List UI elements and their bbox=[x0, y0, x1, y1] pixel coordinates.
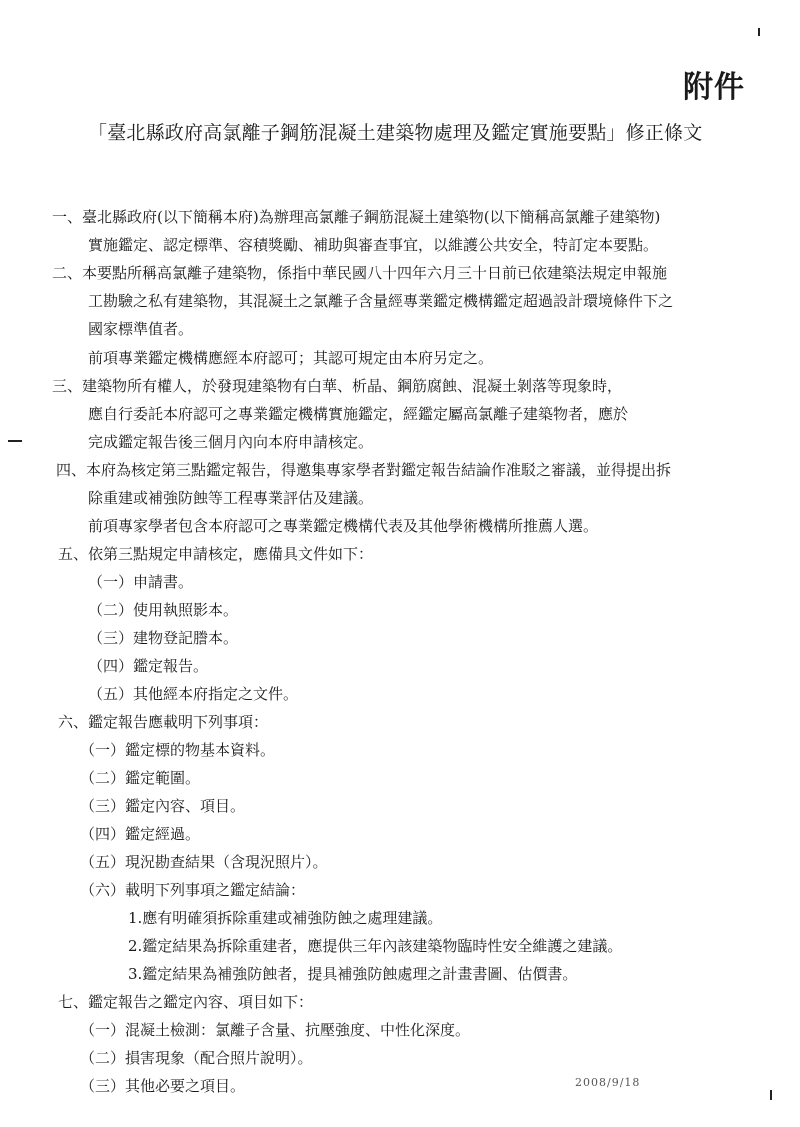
article-3-line-3: 完成鑑定報告後三個月內向本府申請核定。 bbox=[88, 433, 374, 451]
attachment-label: 附件 bbox=[683, 70, 745, 105]
article-2-line-2: 工勘驗之私有建築物，其混凝土之氯離子含量經專業鑑定機構鑑定超過設計環境條件下之 bbox=[88, 292, 674, 310]
article-4-line-2: 除重建或補強防蝕等工程專業評估及建議。 bbox=[88, 489, 374, 507]
article-5-heading: 五、依第三點規定申請核定，應備具文件如下： bbox=[58, 545, 374, 563]
document-title: 「臺北縣政府高氯離子鋼筋混凝土建築物處理及鑑定實施要點」修正條文 bbox=[88, 122, 703, 144]
footer-stamp: 2008/9/18 bbox=[575, 1076, 641, 1089]
article-5-item-4: （四）鑑定報告。 bbox=[88, 657, 209, 675]
article-5-item-3: （三）建物登記謄本。 bbox=[88, 629, 239, 647]
scan-mark-top-right bbox=[758, 28, 760, 36]
article-4-paragraph-2: 前項專家學者包含本府認可之專業鑑定機構代表及其他學術機構所推薦人選。 bbox=[88, 517, 599, 535]
article-7-item-2: （二）損害現象（配合照片說明）。 bbox=[80, 1049, 313, 1067]
article-7-heading: 七、鑑定報告之鑑定內容、項目如下： bbox=[58, 993, 314, 1011]
article-6-item-6-sub-2: 2.鑑定結果為拆除重建者，應提供三年內該建築物臨時性安全維護之建議。 bbox=[128, 937, 623, 955]
scan-mark-bottom-right bbox=[770, 1090, 772, 1100]
article-6-item-6-sub-3: 3.鑑定結果為補強防蝕者，提具補強防蝕處理之計畫書圖、估價書。 bbox=[128, 965, 578, 983]
scan-mark-left bbox=[8, 440, 22, 442]
article-6-item-1: （一）鑑定標的物基本資料。 bbox=[80, 741, 276, 759]
article-3-line-1: 三、建築物所有權人，於發現建築物有白華、析晶、鋼筋腐蝕、混凝土剝落等現象時， bbox=[52, 377, 623, 395]
article-6-item-6-sub-1: 1.應有明確須拆除重建或補強防蝕之處理建議。 bbox=[128, 909, 443, 927]
article-1-line-1: 一、臺北縣政府(以下簡稱本府)為辦理高氯離子鋼筋混凝土建築物(以下簡稱高氯離子建築物) bbox=[52, 208, 661, 226]
article-7-item-1: （一）混凝土檢測：氯離子含量、抗壓強度、中性化深度。 bbox=[80, 1021, 471, 1039]
article-6-item-5: （五）現況勘查結果（含現況照片）。 bbox=[80, 853, 328, 871]
article-6-item-4: （四）鑑定經過。 bbox=[80, 825, 201, 843]
article-5-item-1: （一）申請書。 bbox=[88, 573, 194, 591]
article-7-item-3: （三）其他必要之項目。 bbox=[80, 1077, 246, 1095]
article-6-heading: 六、鑑定報告應載明下列事項： bbox=[58, 713, 269, 731]
article-6-item-3: （三）鑑定內容、項目。 bbox=[80, 797, 246, 815]
article-5-item-5: （五）其他經本府指定之文件。 bbox=[88, 685, 299, 703]
article-6-item-2: （二）鑑定範圍。 bbox=[80, 769, 201, 787]
article-2-paragraph-2: 前項專業鑑定機構應經本府認可；其認可規定由本府另定之。 bbox=[88, 349, 494, 367]
article-3-line-2: 應自行委託本府認可之專業鑑定機構實施鑑定，經鑑定屬高氯離子建築物者，應於 bbox=[88, 405, 629, 423]
article-6-item-6: （六）載明下列事項之鑑定結論： bbox=[80, 881, 306, 899]
article-2-line-1: 二、本要點所稱高氯離子建築物，係指中華民國八十四年六月三十日前已依建築法規定申報施 bbox=[52, 264, 668, 282]
article-2-line-3: 國家標準值者。 bbox=[88, 320, 194, 338]
article-4-line-1: 四、本府為核定第三點鑑定報告，得邀集專家學者對鑑定報告結論作准駁之審議，並得提出拆 bbox=[56, 461, 672, 479]
article-1-line-2: 實施鑑定、認定標準、容積獎勵、補助與審查事宜，以維護公共安全，特訂定本要點。 bbox=[88, 236, 659, 254]
article-5-item-2: （二）使用執照影本。 bbox=[88, 601, 239, 619]
